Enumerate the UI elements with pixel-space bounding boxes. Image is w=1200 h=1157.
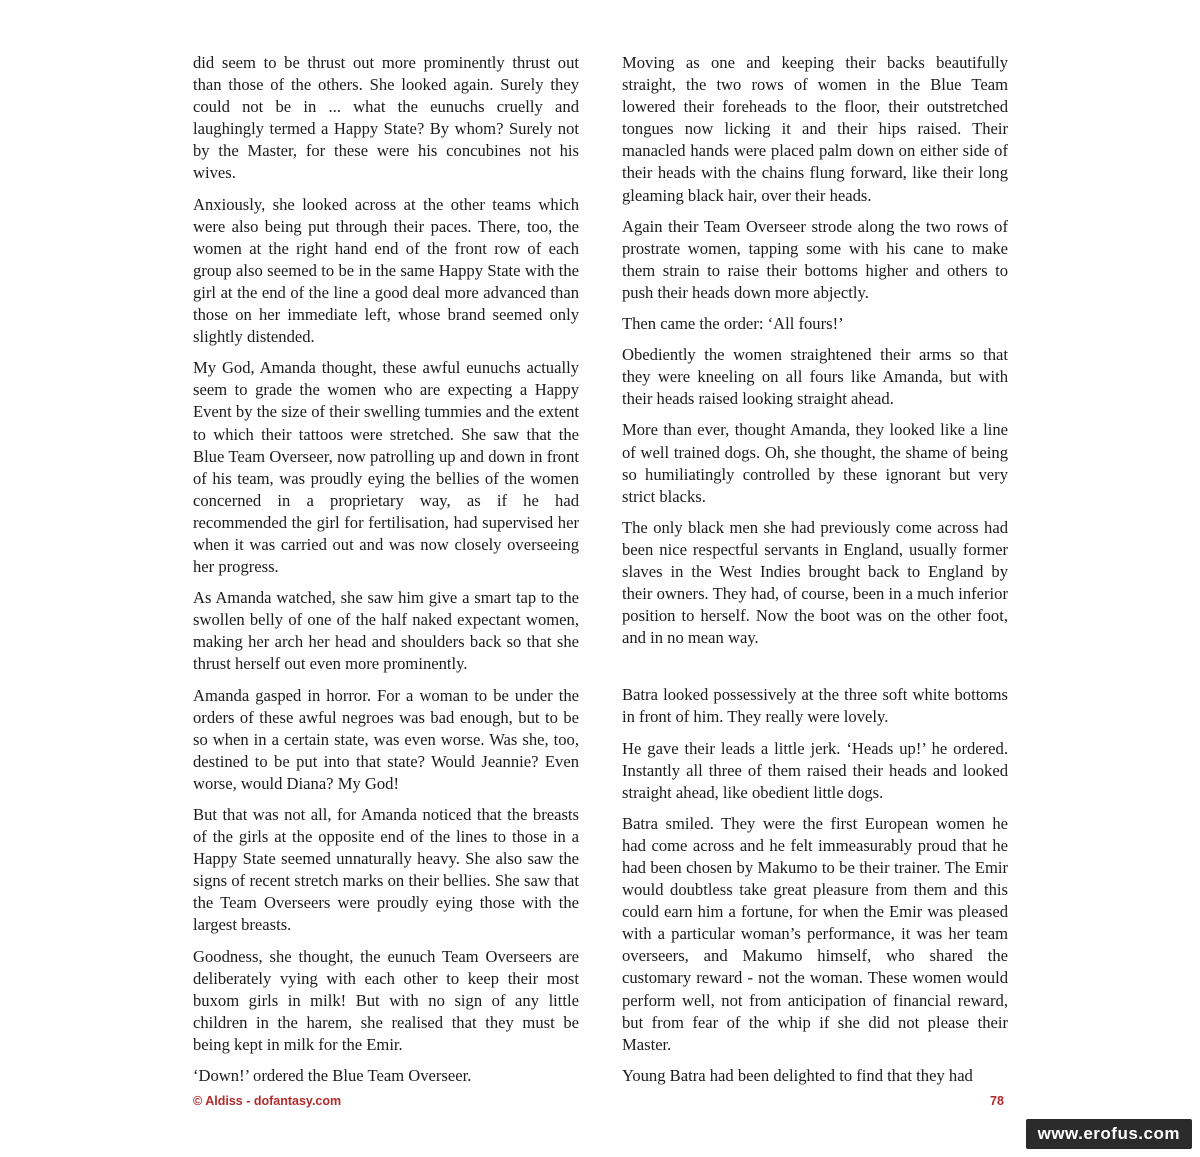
paragraph: My God, Amanda thought, these awful eunuchs actually seem to grade the women who are expecting a Happy Event by the size of their swelling tummies and the extent to which their tattoos were stretched. She saw that the Blue Team Overseer, now patrolling up and down in front of his team, was proudly eying the bellies of the women concerned in a proprietary way, as if he had recommended the girl for fertilisation, had supervised her when it was carried out and was now closely overseeing her progress. [193, 358, 579, 577]
paragraph: The only black men she had previously come across had been nice respectful servants in England, usually former slaves in the West Indies brought back to England by their owners. They had, of course, been in a much inferior position to herself. Now the boot was on the other foot, and in no mean way. [622, 517, 1008, 648]
paragraph: More than ever, thought Amanda, they looked like a line of well trained dogs. Oh, she thought, the shame of being so humiliatingly controlled by these ignorant but very strict blacks. [622, 420, 1008, 506]
paragraph: did seem to be thrust out more prominently thrust out than those of the others. She looked again. Surely they could not be in ... what the eunuchs cruelly and laughingly termed a Happy State? By whom? Surely not by the Master, for these were his concubines not his wives. [193, 53, 579, 183]
paragraph: But that was not all, for Amanda noticed that the breasts of the girls at the opposite end of the lines to those in a Happy State seemed unnaturally heavy. She also saw the signs of recent stretch marks on their bellies. She saw that the Team Overseers were proudly eying those with the largest breasts. [193, 805, 579, 935]
paragraph: As Amanda watched, she saw him give a smart tap to the swollen belly of one of the half naked expectant women, making her arch her head and shoulders back so that she thrust herself out even more prominently. [193, 588, 579, 674]
paragraph: Young Batra had been delighted to find that they had [622, 1065, 973, 1085]
paragraph: Batra looked possessively at the three soft white bottoms in front of him. They really were lovely. [622, 685, 1008, 727]
copyright-footer: © Aldiss - dofantasy.com [193, 1094, 342, 1108]
paragraph: Obediently the women straightened their arms so that they were kneeling on all fours like Amanda, but with their heads raised looking straight ahead. [622, 345, 1008, 409]
left-column [193, 52, 579, 1096]
paragraph: He gave their leads a little jerk. ‘Heads up!’ he ordered. Instantly all three of them raised their heads and looked straight ahead, like obedient little dogs. [622, 738, 1008, 802]
watermark: www.erofus.com [1026, 1119, 1192, 1149]
paragraph: Goodness, she thought, the eunuch Team Overseers are deliberately vying with each other to keep their most buxom girls in milk! But with no sign of any little children in the harem, she realised that they must be being kept in milk for the Emir. [193, 946, 579, 1054]
paragraph: Batra smiled. They were the first European women he had come across and he felt immeasurably proud that he had been chosen by Makumo to be their trainer. The Emir would doubtless take great pleasure from them and this could earn him a fortune, for when the Emir was pleased with a particular woman’s performance, it was her team overseers, and Makumo himself, who shared the customary reward - not the woman. These women would perform well, not from anticipation of financial reward, but from fear of the whip if she did not please their Master. [622, 813, 1008, 1054]
paragraph: Anxiously, she looked across at the other teams which were also being put through their paces. There, too, the women at the right hand end of the front row of each group also seemed to be in the same Happy State with the girl at the end of the line a good deal more advanced than those on her immediate left, whose brand seemed only slightly distended. [193, 194, 579, 347]
paragraph: Again their Team Overseer strode along the two rows of prostrate women, tapping some with his cane to make them strain to raise their bottoms higher and others to push their heads down more abjectly. [622, 216, 1008, 302]
paragraph: Moving as one and keeping their backs beautifully straight, the two rows of women in the Blue Team lowered their foreheads to the floor, their outstretched tongues now licking it and their hips raised. Their manacled hands were placed palm down on either side of their heads with the chains flung forward, like their long gleaming black hair, over their heads. [622, 53, 1008, 205]
paragraph: Amanda gasped in horror. For a woman to be under the orders of these awful negroes was bad enough, but to be so when in a certain state, was even worse. Was she, too, destined to be put into that state? Would Jeannie? Even worse, would Diana? My God! [193, 685, 579, 793]
paragraph: Then came the order: ‘All fours!’ [622, 314, 844, 334]
section-break [622, 658, 1008, 684]
page-number: 78 [990, 1094, 1004, 1108]
right-column [622, 52, 1008, 1096]
paragraph: ‘Down!’ ordered the Blue Team Overseer. [193, 1066, 472, 1086]
